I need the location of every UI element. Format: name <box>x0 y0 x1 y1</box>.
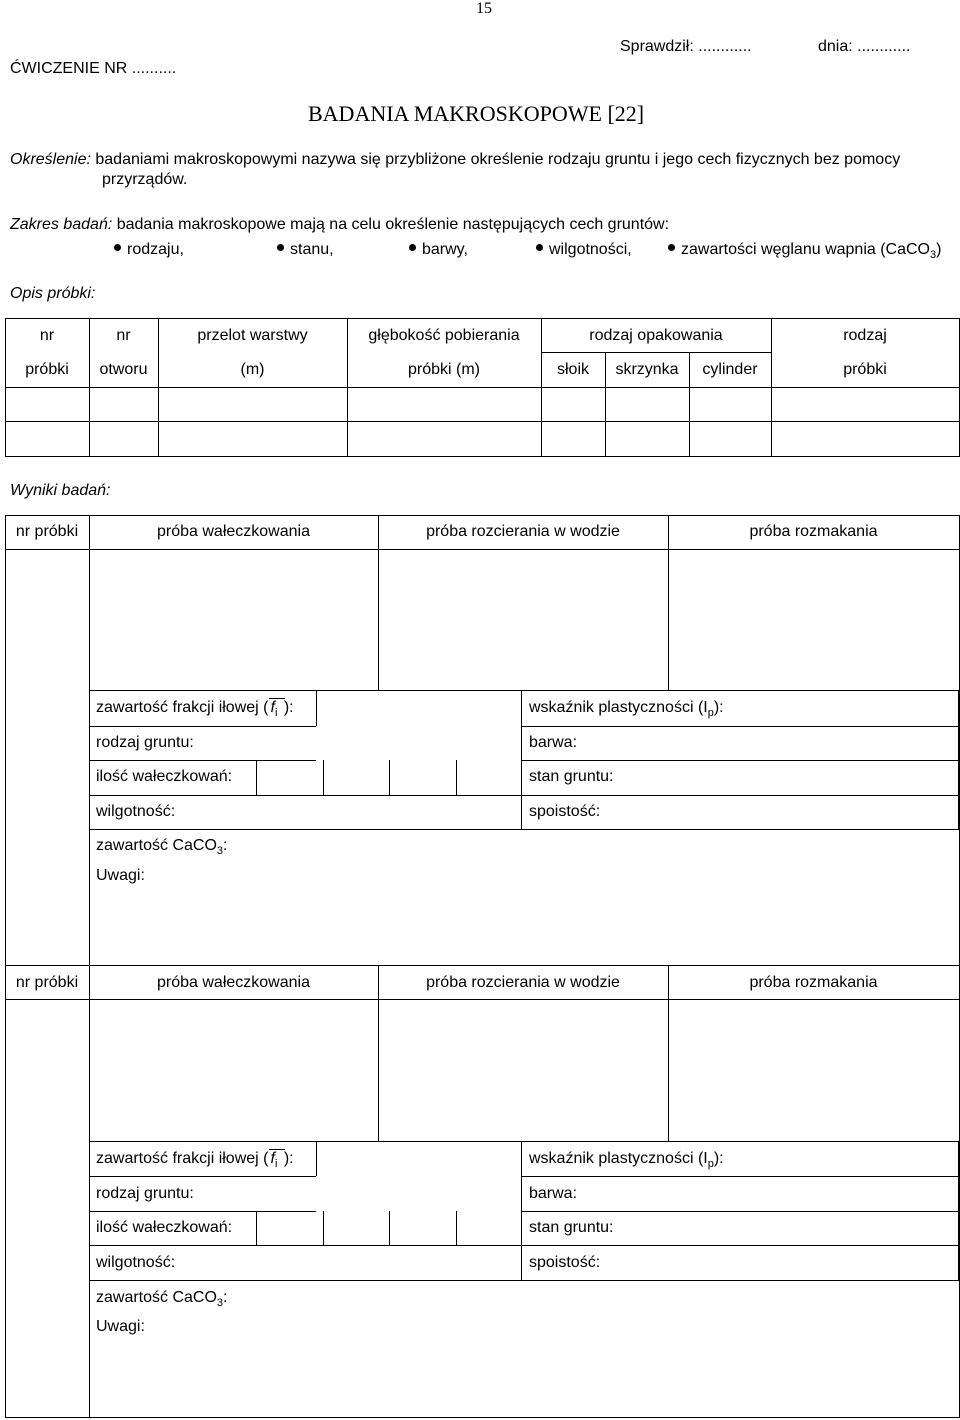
field-plasticity-index: wskaźnik plastyczności $(I_p)$: <box>529 699 724 720</box>
table-line <box>89 1280 521 1281</box>
bullet-icon <box>409 244 416 251</box>
definition-text: badaniami makroskopowymi nazywa się przybliżone określenie rodzaju gruntu i jego cech fizycznych bez pomocy <box>90 151 901 168</box>
col-sample-nr: nr próbki <box>15 974 79 991</box>
table-line <box>378 515 379 690</box>
table-line <box>5 387 960 388</box>
table-line <box>456 1211 457 1245</box>
exercise-number: ĆWICZENIE NR .......... <box>10 60 177 77</box>
col-rubbing-test: próba rozcierania w wodzie <box>426 974 620 991</box>
scope <box>10 216 669 234</box>
field-notes: Uwagi: <box>96 867 145 884</box>
table-line <box>5 1417 960 1418</box>
col-rolling-test: próba wałeczkowania <box>157 974 310 991</box>
definition <box>10 151 900 169</box>
table-line <box>316 1141 317 1176</box>
scope-item-color: barwy, <box>409 241 468 259</box>
table-line <box>521 1280 959 1281</box>
table-line <box>5 421 960 422</box>
header-sample-type: rodzaj <box>843 327 887 344</box>
header-packaging-type: rodzaj opakowania <box>589 327 723 344</box>
scope-item-moisture: wilgotności, <box>536 241 632 259</box>
field-soil-state: stan gruntu: <box>529 768 614 785</box>
scope-text: badania makroskopowe mają na celu określenie następujących cech gruntów: <box>112 216 670 233</box>
table-line <box>256 1211 257 1245</box>
table-line <box>521 1176 959 1177</box>
table-line <box>5 549 960 550</box>
header-sampling-depth: głębokość pobierania <box>368 327 520 344</box>
table-line <box>521 829 959 830</box>
table-line <box>89 1211 316 1212</box>
header-layer-span-unit: (m) <box>240 361 265 378</box>
field-color: barwa: <box>529 1185 578 1202</box>
checked-by: Sprawdził: ............ <box>620 38 752 55</box>
table-line <box>5 515 960 516</box>
table-line <box>5 965 960 966</box>
col-soaking-test: próba rozmakania <box>749 974 878 991</box>
scope-item-type: rodzaju, <box>114 241 184 259</box>
field-moisture: wilgotność: <box>96 1254 176 1271</box>
table-line <box>521 795 959 796</box>
definition-text-continued: przyrządów. <box>102 171 188 188</box>
field-soil-type: rodzaj gruntu: <box>96 1185 194 1202</box>
page-title: BADANIA MAKROSKOPOWE [22] <box>308 101 645 126</box>
table-line <box>89 795 521 796</box>
definition-label: Określenie: <box>10 151 91 168</box>
field-color: barwa: <box>529 734 578 751</box>
field-cohesion: spoistość: <box>529 1254 601 1271</box>
table-line <box>456 760 457 795</box>
field-soil-type: rodzaj gruntu: <box>96 734 194 751</box>
field-silt-fraction: zawartość frakcji iłowej ( $f_i$ ): <box>96 699 294 720</box>
table-line <box>5 515 6 965</box>
header-jar: słoik <box>556 361 589 378</box>
sample-description-label: Opis próbki: <box>10 285 96 302</box>
col-soaking-test: próba rozmakania <box>749 523 878 540</box>
table-line <box>89 726 316 727</box>
header-box: skrzynka <box>615 361 679 378</box>
table-line <box>5 318 960 319</box>
header-cylinder: cylinder <box>702 361 758 378</box>
bullet-icon <box>114 244 121 251</box>
field-moisture: wilgotność: <box>96 803 176 820</box>
field-notes: Uwagi: <box>96 1318 145 1335</box>
field-caco3: zawartość CaCO$_3$: <box>96 837 228 858</box>
table-line <box>521 726 959 727</box>
table-line <box>323 760 324 795</box>
table-line <box>89 829 521 830</box>
results-label: Wyniki badań: <box>10 482 111 499</box>
table-line <box>5 999 960 1000</box>
table-line <box>521 1245 959 1246</box>
header-sample-nr: nr <box>39 327 55 344</box>
table-line <box>389 760 390 795</box>
field-rolls-count: ilość wałeczkowań: <box>96 768 233 785</box>
bullet-icon <box>277 244 284 251</box>
table-line <box>89 965 90 1418</box>
page-number: 15 <box>476 0 492 17</box>
header-sampling-depth-2: próbki (m) <box>407 361 480 378</box>
table-line <box>5 965 6 1418</box>
table-line <box>541 352 771 353</box>
scope-label: Zakres badań: <box>10 216 113 233</box>
bullet-icon <box>536 244 543 251</box>
table-line <box>389 1211 390 1245</box>
col-rolling-test: próba wałeczkowania <box>157 523 310 540</box>
table-line <box>5 456 960 457</box>
table-line <box>89 1141 959 1142</box>
field-cohesion: spoistość: <box>529 803 601 820</box>
date-field: dnia: ............ <box>818 38 911 55</box>
table-line <box>521 690 522 829</box>
table-line <box>89 690 959 691</box>
table-line <box>958 1141 959 1280</box>
table-line <box>89 515 90 965</box>
header-sample-nr-2: próbki <box>25 361 69 378</box>
header-borehole-nr-2: otworu <box>99 361 148 378</box>
table-line <box>958 690 959 829</box>
col-sample-nr: nr próbki <box>15 523 79 540</box>
col-rubbing-test: próba rozcierania w wodzie <box>426 523 620 540</box>
header-borehole-nr: nr <box>116 327 131 344</box>
field-rolls-count: ilość wałeczkowań: <box>96 1219 233 1236</box>
table-line <box>89 1245 521 1246</box>
table-line <box>521 1141 522 1280</box>
header-sample-type-2: próbki <box>843 361 887 378</box>
table-line <box>316 690 317 726</box>
field-caco3: zawartość CaCO$_3$: <box>96 1289 228 1310</box>
table-line <box>89 760 316 761</box>
field-soil-state: stan gruntu: <box>529 1219 614 1236</box>
table-line <box>89 1176 316 1177</box>
scope-item-caco3: zawartości węglanu wapnia (CaCO$_3$) <box>668 241 941 261</box>
table-line <box>323 1211 324 1245</box>
table-line <box>521 760 959 761</box>
table-line <box>256 760 257 795</box>
field-silt-fraction: zawartość frakcji iłowej ( $f_i$ ): <box>96 1150 294 1171</box>
bullet-icon <box>668 244 675 251</box>
table-line <box>521 1211 959 1212</box>
field-plasticity-index: wskaźnik plastyczności $(I_p)$: <box>529 1150 724 1171</box>
scope-item-state: stanu, <box>277 241 334 259</box>
table-line <box>668 515 669 690</box>
header-layer-span: przelot warstwy <box>197 327 308 344</box>
